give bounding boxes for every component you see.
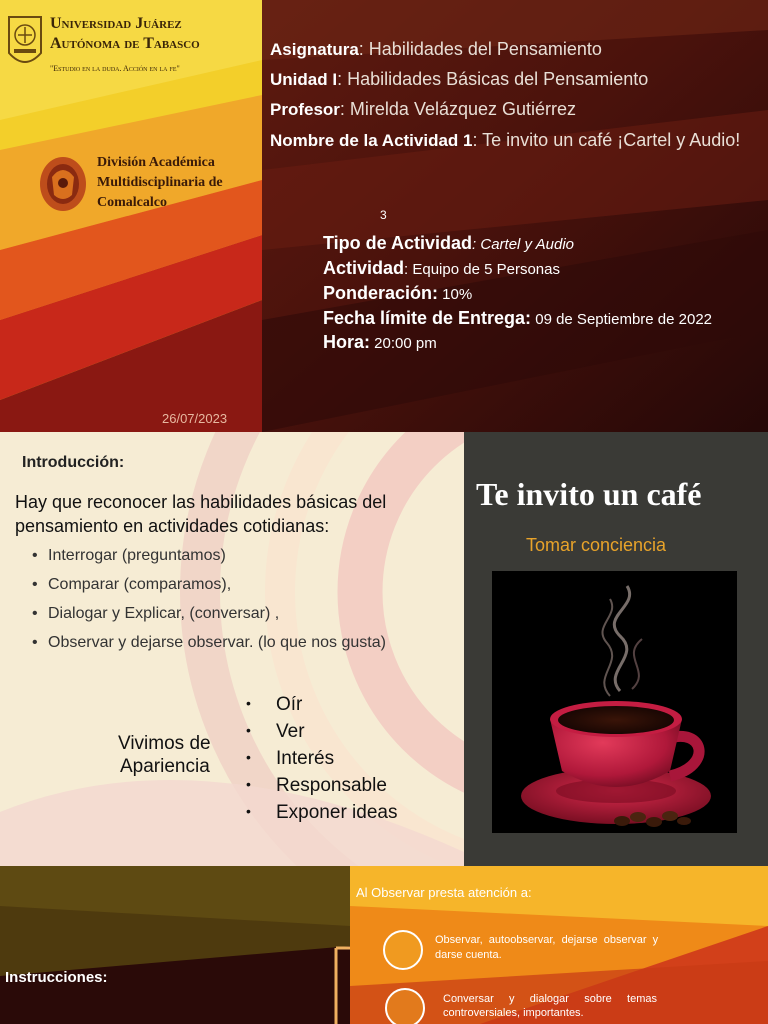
vivimos-line-2: Apariencia xyxy=(120,756,210,777)
profesor-row xyxy=(270,99,576,120)
list-item xyxy=(246,694,302,716)
ponderacion-row xyxy=(323,283,472,304)
tipo-actividad-value: : Cartel y Audio xyxy=(472,236,575,253)
bullet: • xyxy=(246,695,251,711)
coffee-cup-icon xyxy=(492,571,737,833)
item-2-line-1: Conversar y dialogar sobre temas xyxy=(443,993,657,1005)
instrucciones-label: Instrucciones: xyxy=(5,969,108,986)
bullet: • xyxy=(32,576,38,593)
sense-text: Responsable xyxy=(276,775,387,796)
sense-text: Ver xyxy=(276,721,305,742)
list-item xyxy=(246,748,334,770)
fecha-entrega-row xyxy=(323,308,712,329)
slide-date: 26/07/2023 xyxy=(162,411,228,426)
actividad-label: Actividad xyxy=(323,258,405,278)
tipo-actividad-label: Tipo de Actividad xyxy=(323,233,473,253)
bullet: • xyxy=(32,634,38,651)
bullet: • xyxy=(32,547,38,564)
bullet-text: Observar y dejarse observar. (lo que nos gusta) xyxy=(48,634,386,651)
slide-1 xyxy=(0,0,768,432)
hora-row xyxy=(323,332,437,353)
actividad-name-value: : Te invito un café ¡Cartel y Audio! xyxy=(472,130,741,150)
bullet: • xyxy=(246,749,251,765)
circle-marker-2 xyxy=(385,988,425,1024)
unidad-value: : Habilidades Básicas del Pensamiento xyxy=(337,69,649,89)
actividad-name-row xyxy=(270,130,740,151)
slide-2 xyxy=(0,432,768,866)
bullet-text: Comparar (comparamos), xyxy=(48,576,232,593)
intro-title: Introducción: xyxy=(22,454,125,471)
profesor-label: Profesor xyxy=(270,100,340,119)
intro-text-line-2: pensamiento en actividades cotidianas: xyxy=(15,516,330,536)
circle-marker-1 xyxy=(383,930,423,970)
division-logo-icon xyxy=(38,155,88,213)
fecha-entrega-value: 09 de Septiembre de 2022 xyxy=(531,311,713,328)
item-1-line-1: Observar, autoobservar, dejarse observar y xyxy=(435,934,659,946)
observar-title: Al Observar presta atención a: xyxy=(356,885,532,900)
list-item xyxy=(246,802,397,824)
asignatura-label: Asignatura xyxy=(270,40,359,59)
slide-2-subtitle: Tomar conciencia xyxy=(526,535,667,555)
division-name-line-3: Comalcalco xyxy=(97,195,167,210)
university-motto: "Estudio en la duda. Acción en la fe" xyxy=(50,64,180,73)
bullet: • xyxy=(246,722,251,738)
list-item xyxy=(32,634,386,652)
list-item xyxy=(246,775,387,797)
profesor-value: : Mirelda Velázquez Gutiérrez xyxy=(339,99,577,119)
slide-3 xyxy=(0,866,768,1024)
list-item xyxy=(32,605,279,623)
university-name-line-2: Autónoma de Tabasco xyxy=(50,35,200,52)
bullet: • xyxy=(246,803,251,819)
page-number: 3 xyxy=(380,208,387,222)
list-item xyxy=(32,576,231,594)
asignatura-row xyxy=(270,39,602,60)
tipo-actividad-row xyxy=(323,233,574,254)
actividad-name-label: Nombre de la Actividad 1 xyxy=(270,131,473,150)
actividad-row xyxy=(323,258,560,279)
university-name-line-1: Universidad Juárez xyxy=(50,15,182,32)
sense-text: Oír xyxy=(276,694,303,715)
ponderacion-value: 10% xyxy=(438,286,473,303)
ponderacion-label: Ponderación: xyxy=(323,283,439,303)
bullet-text: Interrogar (preguntamos) xyxy=(48,547,226,564)
list-item xyxy=(246,721,305,743)
university-seal-icon xyxy=(6,13,44,73)
fecha-entrega-label: Fecha límite de Entrega: xyxy=(323,308,532,328)
hora-value: 20:00 pm xyxy=(370,335,437,352)
item-2-line-2: controversiales, importantes. xyxy=(443,1007,584,1019)
bullet-text: Dialogar y Explicar, (conversar) , xyxy=(48,605,280,622)
bullet: • xyxy=(246,776,251,792)
hora-label: Hora: xyxy=(323,332,371,352)
list-item xyxy=(32,547,226,565)
item-1-line-2: darse cuenta. xyxy=(435,949,502,961)
actividad-value: : Equipo de 5 Personas xyxy=(404,261,560,278)
sense-text: Interés xyxy=(276,748,335,769)
vivimos-line-1: Vivimos de xyxy=(118,733,211,754)
division-name-line-2: Multidisciplinaria de xyxy=(97,175,223,190)
division-name-line-1: División Académica xyxy=(97,155,215,170)
asignatura-value: : Habilidades del Pensamiento xyxy=(358,39,602,59)
slide-2-title: Te invito un café xyxy=(476,476,702,512)
unidad-row xyxy=(270,69,648,90)
intro-text-line-1: Hay que reconocer las habilidades básicas del xyxy=(15,492,387,512)
unidad-label: Unidad I xyxy=(270,70,338,89)
bullet: • xyxy=(32,605,38,622)
sense-text: Exponer ideas xyxy=(276,802,398,823)
